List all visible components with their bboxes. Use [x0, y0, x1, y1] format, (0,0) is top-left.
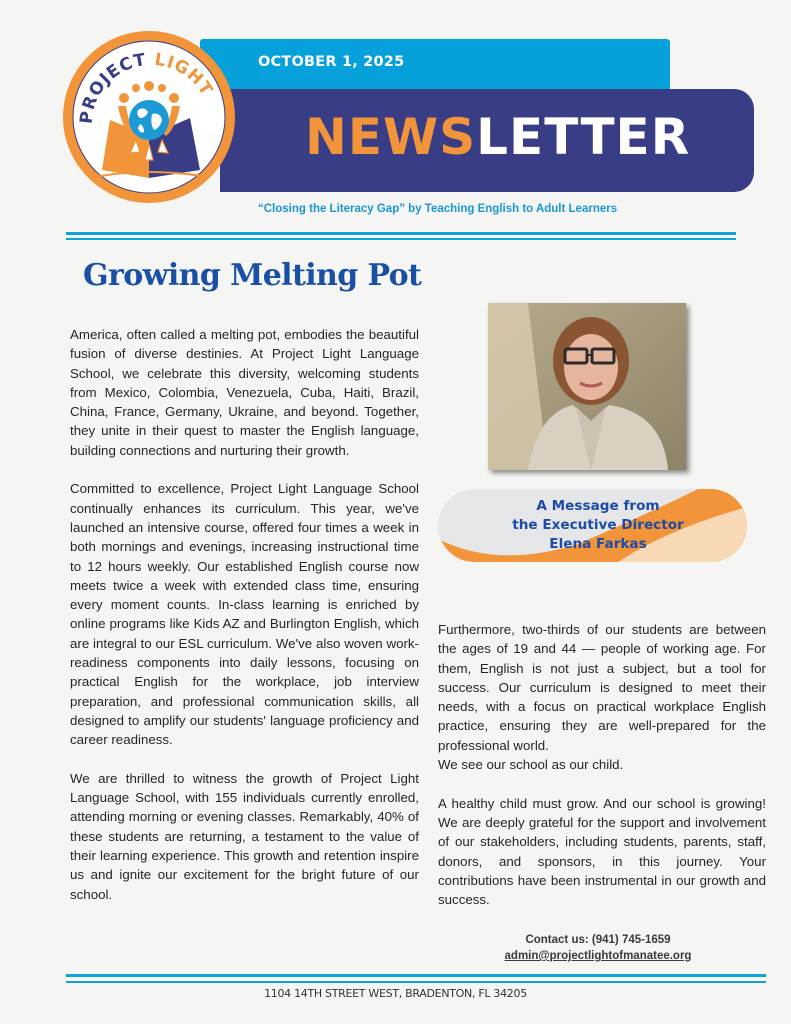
tagline: “Closing the Literacy Gap” by Teaching English to Adult Learners	[258, 203, 618, 215]
footer-divider-thick	[66, 974, 766, 977]
banner-line-1: A Message from	[536, 498, 660, 514]
header-divider-thin	[66, 238, 736, 240]
contact-email-link[interactable]: admin@projectlightofmanatee.org	[504, 950, 692, 962]
contact-phone: Contact us: (941) 745-1659	[525, 934, 671, 946]
paragraph-curriculum: Committed to excellence, Project Light Language School continually enhances its curriculum. This year, we've launched an intensive course, offered four times a week in both mornings and evenings, increasing instructional time to 12 hours weekly. Our established English course now meets twice a week with extended class time, ensuring every moment counts. In-class learning is enriched by online programs like Kids AZ and Burlington English, which are integral to our ESL curriculum. We've also woven work-readiness components into daily lessons, focusing on practical English for the workplace, job interview preparation, and professional communication skills, all designed to amplify our students' language proficiency and career readiness.	[70, 481, 419, 748]
globe-icon	[129, 100, 169, 140]
director-photo	[488, 303, 686, 470]
title-news: NEWS	[305, 108, 477, 166]
left-column	[70, 325, 419, 923]
banner-text	[438, 497, 747, 554]
portrait-image	[488, 303, 686, 470]
director-message-banner	[438, 489, 747, 562]
contact-block	[438, 932, 758, 964]
paragraph-gratitude: A healthy child must grow. And our school is growing! We are deeply grateful for the support and involvement of our stakeholders, including students, parents, staff, donors, and sponsors, in this journey. Your contributions have been instrumental in our growth and success.	[438, 795, 766, 908]
footer-divider-thin	[66, 981, 766, 983]
newsletter-date: OCTOBER 1, 2025	[258, 54, 405, 70]
footer-address: 1104 14TH STREET WEST, BRADENTON, FL 34205	[264, 987, 527, 1000]
svg-text:PROJECT LIGHT: PROJECT LIGHT	[76, 49, 217, 125]
banner-line-2: the Executive Director	[512, 517, 684, 533]
project-light-logo	[60, 28, 238, 206]
paragraph-growth: We are thrilled to witness the growth of Project Light Language School, with 155 individuals currently enrolled, attending morning or evening classes. Remarkably, 40% of these students are returning, a testament to the value of their learning experience. This growth and retention inspire us and ignite our excitement for the bright future of our school.	[70, 770, 419, 902]
paragraph-diversity: America, often called a melting pot, embodies the beautiful fusion of diverse destinies. At Project Light Language School, we celebrate this diversity, welcoming students from Mexico, Colombia, Venezuela, Cuba, Haiti, Brazil, China, France, Germany, Ukraine, and beyond. Together, they unite in their quest to master the English language, building connections and nurturing their growth.	[70, 327, 419, 458]
newsletter-title	[305, 104, 690, 170]
right-column	[438, 620, 766, 929]
director-name: Elena Farkas	[549, 536, 647, 552]
title-letter: LETTER	[476, 108, 691, 166]
paragraph-age: Furthermore, two-thirds of our students are between the ages of 19 and 44 — people of working age. For them, English is not just a subject, but a tool for success. Our curriculum is designed to meet their needs, with a focus on practical workplace English practice, ensuring they are well-prepared for the professional world.	[438, 622, 766, 753]
paragraph-child: We see our school as our child.	[438, 757, 624, 773]
article-heading: Growing Melting Pot	[83, 258, 422, 293]
header-divider-thick	[66, 232, 736, 235]
